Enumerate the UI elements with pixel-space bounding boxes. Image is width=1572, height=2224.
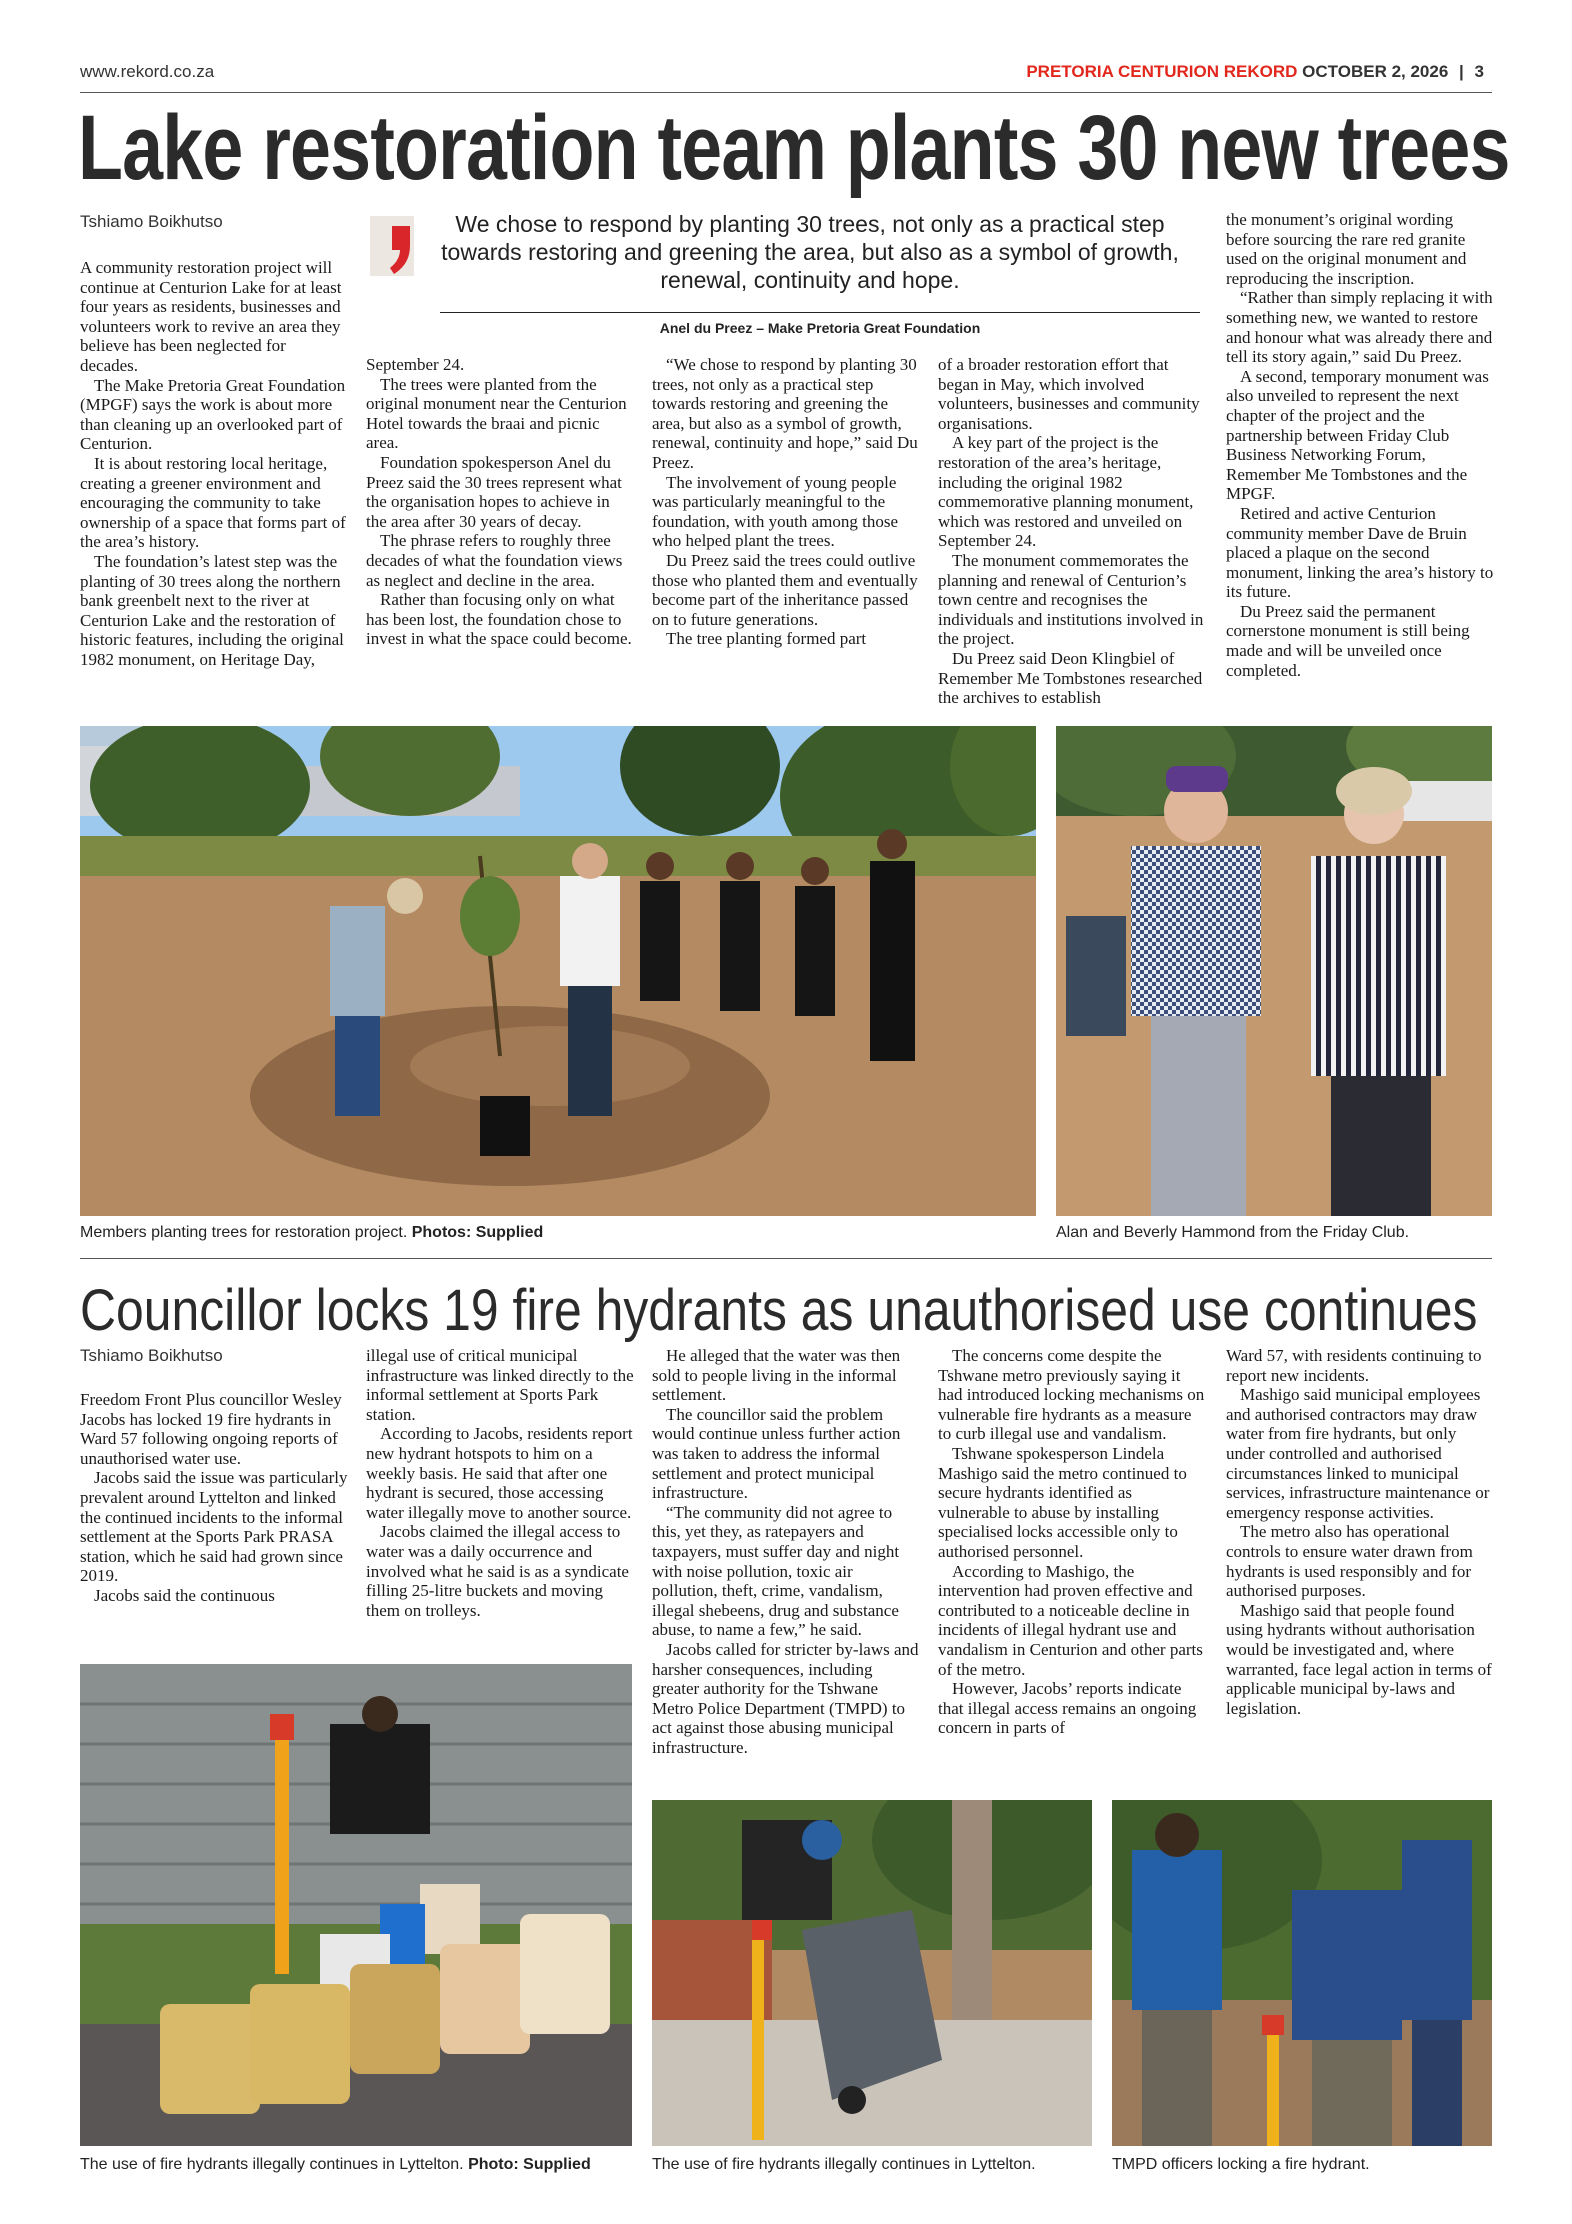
header-rule — [80, 92, 1492, 93]
page-header — [1026, 62, 1484, 82]
paragraph: The tree planting formed part — [666, 629, 867, 649]
paragraph: The concerns come despite the Tshwane metro previously saying it had introduced locking mechanisms on vulnerable fire hydrants as a measure to curb illegal use and vandalism. — [938, 1346, 1205, 1444]
paragraph: Jacobs said the continuous — [94, 1585, 275, 1605]
paragraph: The foundation’s latest step was the planting of 30 trees along the northern bank greenbelt next to the river at Centurion Lake and the restoration of historic features, including the original 1982 monument, on Heritage Day, — [80, 551, 344, 669]
paragraph: Du Preez said Deon Klingbiel of Remember Me Tombstones researched the archives to establish — [938, 648, 1203, 708]
quote-mark-icon — [370, 216, 426, 286]
paragraph: Jacobs called for stricter by-laws and harsher consequences, including greater authority for the Tshwane Metro Police Department (TMPD) to act against those abusing municipal infrastructure. — [652, 1639, 919, 1757]
paragraph: Tshwane spokesperson Lindela Mashigo said the metro continued to secure hydrants identified as vulnerable to abuse by installing specialised locks accessible only to authorised personnel. — [938, 1443, 1187, 1561]
paragraph: The monument commemorates the planning and renewal of Centurion’s town centre and recognises the individuals and institutions involved in the project. — [938, 550, 1204, 649]
paragraph: A key part of the project is the restoration of the area’s heritage, including the original 1982 commemorative planning monument, which was restored and unveiled on September 24. — [938, 433, 1194, 551]
paragraph: The trees were planted from the original monument near the Centurion Hotel towards the braai and picnic area. — [366, 374, 627, 453]
photo-credit: Photo: Supplied — [468, 2156, 591, 2173]
paragraph: Foundation spokesperson Anel du Preez said the 30 trees represent what the organisation hopes to achieve in the area after 30 years of decay. — [366, 452, 622, 531]
issue-date: OCTOBER 2, 2026 — [1302, 62, 1449, 81]
paragraph: “Rather than simply replacing it with something new, we wanted to restore and honour what was already there and tell its story again,” said Du Preez. — [1226, 288, 1493, 367]
paragraph: the monument’s original wording before sourcing the rare red granite used on the original monument and reproducing the inscription. — [1226, 210, 1467, 288]
paper-name: PRETORIA CENTURION REKORD — [1026, 62, 1298, 81]
paragraph: The councillor said the problem would continue unless further action was taken to address the informal settlement and protect municipal infrastructure. — [652, 1404, 901, 1503]
paragraph: He alleged that the water was then sold to people living in the informal settlement. — [652, 1346, 901, 1405]
story2-col-5 — [1226, 1346, 1494, 1718]
pull-quote-rule — [440, 312, 1200, 313]
photo-tree-planting — [80, 726, 1036, 1216]
paragraph: Mashigo said municipal employees and authorised contractors may draw water from fire hydrants, but only under controlled and authorised circumstances linked to municipal services, infrastructure maintenance or emergency response activities. — [1226, 1385, 1490, 1522]
paragraph: The Make Pretoria Great Foundation (MPGF) says the work is about more than cleaning up an overlooked part of Centurion. — [80, 375, 346, 454]
photo-credit: Photos: Supplied — [411, 1224, 544, 1241]
photo3-caption — [80, 2156, 591, 2174]
paragraph: Du Preez said the permanent cornerstone monument is still being made and will be unveiled once completed. — [1226, 601, 1470, 680]
photo1-caption — [80, 1224, 543, 1242]
photo-hammonds — [1056, 726, 1492, 1216]
paragraph: However, Jacobs’ reports indicate that illegal access remains an ongoing concern in parts of — [938, 1679, 1197, 1738]
paragraph: A second, temporary monument was also unveiled to represent the next chapter of the project and the partnership between Friday Club Business Networking Forum, Remember Me Tombstones and the MPGF. — [1226, 366, 1489, 504]
story2-col-4 — [938, 1346, 1206, 1738]
photo4-caption: The use of fire hydrants illegally continues in Lyttelton. — [652, 2156, 1036, 2173]
paragraph: illegal use of critical municipal infrastructure was linked directly to the informal settlement at Sports Park station. — [366, 1346, 634, 1424]
photo2-caption: Alan and Beverly Hammond from the Friday Club. — [1056, 1224, 1410, 1241]
paragraph: Jacobs claimed the illegal access to water was a daily occurrence and involved what he said is as a syndicate filling 25-litre buckets and moving them on trolleys. — [366, 1522, 629, 1620]
site-url: www.rekord.co.za — [80, 62, 215, 81]
story2-byline: Tshiamo Boikhutso — [80, 1346, 223, 1365]
story1-col-1 — [80, 258, 348, 669]
paragraph: September 24. — [366, 355, 465, 374]
paragraph: of a broader restoration effort that began in May, which involved volunteers, businesses and community organisations. — [938, 355, 1200, 433]
paragraph: It is about restoring local heritage, creating a greener environment and encouraging the community to take ownership of a space that forms part of the area’s history. — [80, 453, 346, 552]
paragraph: Freedom Front Plus councillor Wesley Jacobs has locked 19 fire hydrants in Ward 57 following ongoing reports of unauthorised water use. — [80, 1390, 342, 1468]
story1-col-4 — [938, 355, 1206, 708]
story1-col-2 — [366, 355, 634, 649]
header-separator: | — [1459, 62, 1464, 81]
photo-tmpd-officers — [1112, 1800, 1492, 2146]
paragraph: “The community did not agree to this, yet they, as ratepayers and taxpayers, must suffer day and night with noise pollution, toxic air pollution, theft, crime, vandalism, illegal shebeens, drug and substance abuse, to name a few,” he said. — [652, 1502, 900, 1640]
paragraph: According to Mashigo, the intervention had proven effective and contributed to a noticeable decline in incidents of illegal hydrant use and vandalism in Centurion and other parts of the metro. — [938, 1561, 1203, 1679]
page-number: 3 — [1474, 62, 1484, 81]
story1-byline: Tshiamo Boikhutso — [80, 212, 223, 231]
pull-quote-attribution: Anel du Preez – Make Pretoria Great Foundation — [659, 320, 981, 336]
paragraph: Mashigo said that people found using hydrants without authorisation would be investigated and, where warranted, face legal action in terms of applicable municipal by-laws and legislation. — [1226, 1600, 1492, 1718]
paragraph: “We chose to respond by planting 30 trees, not only as a practical step towards restoring and greening the area, but also as a symbol of growth, renewal, continuity and hope,” said Du Preez. — [652, 355, 918, 472]
caption-text: The use of fire hydrants illegally continues in Lyttelton. — [80, 2156, 464, 2173]
paragraph: A community restoration project will continue at Centurion Lake for at least four years as residents, businesses and volunteers work to revive an area they believe has been neglected for decades. — [80, 258, 342, 375]
paragraph: Jacobs said the issue was particularly prevalent around Lyttelton and linked the continued incidents to the informal settlement at the Sports Park PRASA station, which he said had grown since 2019. — [80, 1468, 348, 1586]
story1-headline: Lake restoration team plants 30 new trees — [78, 97, 1510, 199]
paragraph: Retired and active Centurion community member Dave de Bruin placed a plaque on the second monument, linking the area’s history to its future. — [1226, 503, 1494, 602]
story1-col-3 — [652, 355, 920, 649]
caption-text: Members planting trees for restoration project. — [80, 1224, 408, 1241]
paragraph: The phrase refers to roughly three decades of what the foundation views as neglect and decline in the area. — [366, 531, 623, 590]
paragraph: The metro also has operational controls to ensure water drawn from hydrants is used responsibly and for authorised purposes. — [1226, 1522, 1473, 1601]
pull-quote: We chose to respond by planting 30 trees, not only as a practical step towards restoring and greening the area, but also as a symbol of growth, renewal, continuity and hope. — [441, 211, 1179, 293]
paragraph: According to Jacobs, residents report new hydrant hotspots to him on a weekly basis. He said that after one hydrant is secured, those accessing water illegally move to another source. — [366, 1424, 633, 1522]
paragraph: Rather than focusing only on what has been lost, the foundation chose to invest in what the space could become. — [366, 590, 632, 649]
story2-headline: Councillor locks 19 fire hydrants as unauthorised use continues — [80, 1278, 1478, 1343]
paragraph: Ward 57, with residents continuing to report new incidents. — [1226, 1346, 1482, 1385]
story1-col-5 — [1226, 210, 1494, 680]
paragraph: The involvement of young people was particularly meaningful to the foundation, with youth among those who helped plant the trees. — [652, 472, 899, 551]
paragraph: Du Preez said the trees could outlive those who planted them and eventually become part of the inheritance passed on to future generations. — [652, 550, 918, 629]
photo-wheelie-bin — [652, 1800, 1092, 2146]
section-rule — [80, 1258, 1492, 1259]
story2-col-2 — [366, 1346, 634, 1620]
photo-water-containers — [80, 1664, 632, 2146]
story2-col-1 — [80, 1390, 348, 1606]
photo5-caption: TMPD officers locking a fire hydrant. — [1112, 2156, 1370, 2173]
story2-col-3 — [652, 1346, 920, 1757]
